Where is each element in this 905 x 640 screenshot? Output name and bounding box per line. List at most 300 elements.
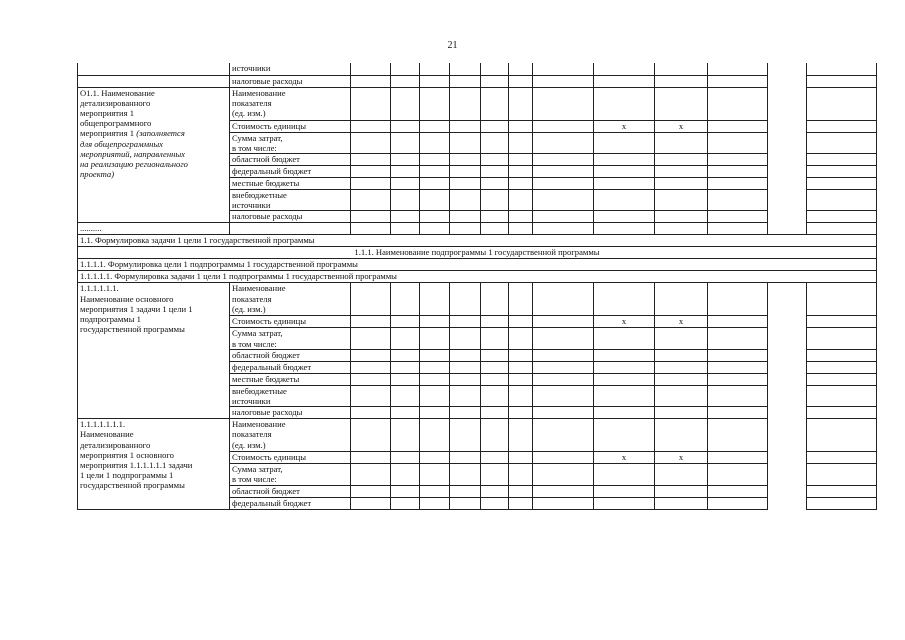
data-cell xyxy=(420,177,450,189)
data-cell xyxy=(391,223,420,235)
data-cell xyxy=(450,464,481,485)
data-cell xyxy=(533,464,594,485)
data-cell xyxy=(509,211,533,223)
data-cell xyxy=(481,328,509,349)
data-cell xyxy=(807,452,877,464)
data-cell xyxy=(391,316,420,328)
event-name-cell xyxy=(78,87,230,223)
data-cell xyxy=(420,283,450,316)
data-cell xyxy=(708,349,768,361)
data-cell xyxy=(420,385,450,406)
data-cell xyxy=(594,75,655,87)
data-cell xyxy=(481,407,509,419)
data-cell xyxy=(351,75,391,87)
data-cell xyxy=(509,407,533,419)
x-mark: x xyxy=(655,120,708,132)
event-row-spacer xyxy=(768,211,807,223)
data-cell xyxy=(450,165,481,177)
data-cell xyxy=(533,373,594,385)
data-cell xyxy=(351,283,391,316)
data-cell xyxy=(351,373,391,385)
data-cell xyxy=(420,87,450,120)
data-cell xyxy=(481,165,509,177)
data-cell xyxy=(450,373,481,385)
event-row-spacer xyxy=(768,283,807,316)
indicator-label: местные бюджеты xyxy=(230,177,351,189)
event-row-spacer xyxy=(768,316,807,328)
data-cell xyxy=(807,497,877,509)
event-name-cell: 1.1.1.1.1.1. Наименование основного мероприятия 1 задачи 1 цели 1 подпрограммы 1 государственной программы xyxy=(78,283,230,419)
data-cell xyxy=(450,223,481,235)
data-cell xyxy=(708,63,768,75)
data-cell xyxy=(351,497,391,509)
data-cell xyxy=(533,165,594,177)
data-cell xyxy=(420,75,450,87)
data-cell xyxy=(807,153,877,165)
data-cell xyxy=(481,132,509,153)
data-cell xyxy=(655,349,708,361)
data-cell xyxy=(807,349,877,361)
data-cell xyxy=(655,385,708,406)
data-cell xyxy=(708,385,768,406)
data-cell xyxy=(708,132,768,153)
data-cell xyxy=(509,452,533,464)
data-cell xyxy=(481,283,509,316)
data-cell xyxy=(655,361,708,373)
data-cell xyxy=(708,464,768,485)
data-cell xyxy=(807,189,877,210)
data-cell xyxy=(708,120,768,132)
data-cell xyxy=(509,497,533,509)
data-cell xyxy=(807,211,877,223)
data-cell xyxy=(450,87,481,120)
data-cell xyxy=(807,177,877,189)
indicator-label: областной бюджет xyxy=(230,485,351,497)
data-cell xyxy=(509,419,533,452)
data-cell xyxy=(708,407,768,419)
data-cell xyxy=(533,87,594,120)
data-cell xyxy=(594,132,655,153)
data-cell xyxy=(509,132,533,153)
data-cell xyxy=(509,87,533,120)
data-cell xyxy=(391,373,420,385)
event-row-spacer xyxy=(768,153,807,165)
data-cell xyxy=(708,223,768,235)
event-row-spacer xyxy=(768,189,807,210)
data-cell xyxy=(420,464,450,485)
data-cell xyxy=(391,177,420,189)
data-cell xyxy=(420,361,450,373)
data-cell xyxy=(708,165,768,177)
data-cell xyxy=(450,283,481,316)
data-cell xyxy=(450,328,481,349)
data-cell xyxy=(807,132,877,153)
indicator-label: внебюджетные источники xyxy=(230,385,351,406)
table-row xyxy=(78,259,877,271)
data-cell xyxy=(420,316,450,328)
data-cell xyxy=(708,75,768,87)
table-row xyxy=(78,235,877,247)
indicator-label: Наименование показателя (ед. изм.) xyxy=(230,419,351,452)
data-cell xyxy=(533,407,594,419)
ellipsis-row-spacer xyxy=(768,223,807,235)
data-cell xyxy=(533,328,594,349)
data-cell xyxy=(450,189,481,210)
data-cell xyxy=(594,153,655,165)
data-cell xyxy=(420,497,450,509)
data-cell xyxy=(807,464,877,485)
data-cell xyxy=(391,87,420,120)
data-cell xyxy=(481,385,509,406)
data-cell xyxy=(533,132,594,153)
data-cell xyxy=(450,419,481,452)
data-cell xyxy=(533,75,594,87)
indicator-label: налоговые расходы xyxy=(230,407,351,419)
indicator-label: Наименование показателя (ед. изм.) xyxy=(230,283,351,316)
data-cell xyxy=(481,153,509,165)
data-cell xyxy=(509,223,533,235)
event-row-spacer xyxy=(768,165,807,177)
data-cell xyxy=(807,223,877,235)
event-row-spacer xyxy=(768,385,807,406)
data-cell xyxy=(807,419,877,452)
data-cell xyxy=(391,120,420,132)
data-cell xyxy=(351,485,391,497)
data-cell xyxy=(420,407,450,419)
data-cell xyxy=(420,328,450,349)
data-cell xyxy=(450,361,481,373)
data-cell xyxy=(533,385,594,406)
data-cell xyxy=(420,452,450,464)
data-cell xyxy=(655,177,708,189)
data-cell xyxy=(509,177,533,189)
data-cell xyxy=(708,373,768,385)
indicator-label: областной бюджет xyxy=(230,153,351,165)
indicator-label: федеральный бюджет xyxy=(230,497,351,509)
indicator-label: налоговые расходы xyxy=(230,211,351,223)
data-cell xyxy=(481,120,509,132)
data-cell xyxy=(533,120,594,132)
data-cell xyxy=(450,75,481,87)
indicator-label: Сумма затрат, в том числе: xyxy=(230,464,351,485)
data-cell xyxy=(509,328,533,349)
data-cell xyxy=(351,211,391,223)
data-cell xyxy=(533,485,594,497)
indicator-label: Сумма затрат, в том числе: xyxy=(230,328,351,349)
data-cell xyxy=(450,177,481,189)
data-cell xyxy=(655,75,708,87)
data-cell xyxy=(351,189,391,210)
indicator-label: внебюджетные источники xyxy=(230,189,351,210)
table-row xyxy=(78,247,877,259)
data-cell xyxy=(509,349,533,361)
indicator-label: Сумма затрат, в том числе: xyxy=(230,132,351,153)
data-cell xyxy=(420,165,450,177)
data-cell xyxy=(391,189,420,210)
data-cell xyxy=(533,316,594,328)
data-cell xyxy=(807,165,877,177)
data-cell xyxy=(351,223,391,235)
data-cell xyxy=(391,464,420,485)
event-row-spacer xyxy=(768,485,807,497)
data-cell xyxy=(391,283,420,316)
data-cell xyxy=(351,361,391,373)
data-cell xyxy=(807,485,877,497)
data-cell xyxy=(420,153,450,165)
data-cell xyxy=(481,223,509,235)
data-cell xyxy=(533,63,594,75)
data-cell xyxy=(533,497,594,509)
data-cell xyxy=(708,283,768,316)
data-cell xyxy=(509,75,533,87)
data-cell xyxy=(450,132,481,153)
indicator-label xyxy=(230,223,351,235)
data-cell xyxy=(533,153,594,165)
data-cell xyxy=(391,211,420,223)
data-cell xyxy=(420,349,450,361)
data-cell xyxy=(420,132,450,153)
data-cell xyxy=(533,361,594,373)
data-cell xyxy=(420,120,450,132)
data-cell xyxy=(450,153,481,165)
indicator-label: федеральный бюджет xyxy=(230,361,351,373)
indicator-label: местные бюджеты xyxy=(230,373,351,385)
event-row-spacer xyxy=(768,120,807,132)
data-cell xyxy=(351,153,391,165)
data-cell xyxy=(481,361,509,373)
data-cell xyxy=(594,485,655,497)
data-cell xyxy=(807,120,877,132)
data-cell xyxy=(351,349,391,361)
data-cell xyxy=(594,211,655,223)
event-row-spacer xyxy=(768,328,807,349)
data-cell xyxy=(391,452,420,464)
data-cell xyxy=(533,177,594,189)
table-row xyxy=(78,75,877,87)
data-cell xyxy=(533,223,594,235)
data-cell xyxy=(420,373,450,385)
data-cell xyxy=(655,63,708,75)
data-cell xyxy=(594,361,655,373)
data-cell xyxy=(509,361,533,373)
data-cell xyxy=(533,211,594,223)
data-cell xyxy=(655,497,708,509)
data-cell xyxy=(509,385,533,406)
data-cell xyxy=(655,419,708,452)
table-row xyxy=(78,87,877,120)
continuation-name-cell xyxy=(78,75,230,87)
data-cell xyxy=(450,497,481,509)
event-row-spacer xyxy=(768,177,807,189)
data-cell xyxy=(420,211,450,223)
indicator-label: федеральный бюджет xyxy=(230,165,351,177)
event-row-spacer xyxy=(768,361,807,373)
data-cell xyxy=(391,349,420,361)
event-name: О1.1. Наименование детализированного мероприятия 1 общепрограммного мероприятия 1 xyxy=(80,87,155,139)
data-cell xyxy=(594,87,655,120)
page-number: 21 xyxy=(447,40,458,51)
data-cell xyxy=(708,328,768,349)
event-row-spacer xyxy=(768,419,807,452)
x-mark: x xyxy=(655,452,708,464)
data-cell xyxy=(594,373,655,385)
data-cell xyxy=(807,316,877,328)
data-cell xyxy=(481,497,509,509)
data-cell xyxy=(351,316,391,328)
data-cell xyxy=(807,75,877,87)
data-cell xyxy=(481,63,509,75)
data-cell xyxy=(807,87,877,120)
data-cell xyxy=(708,316,768,328)
data-cell xyxy=(391,419,420,452)
data-cell xyxy=(509,373,533,385)
data-cell xyxy=(391,361,420,373)
indicator-label: налоговые расходы xyxy=(230,75,351,87)
data-cell xyxy=(708,452,768,464)
data-cell xyxy=(450,316,481,328)
data-cell xyxy=(391,497,420,509)
data-cell xyxy=(655,165,708,177)
data-cell xyxy=(481,373,509,385)
continuation-name-cell xyxy=(78,63,230,75)
data-cell xyxy=(450,485,481,497)
data-cell xyxy=(351,385,391,406)
event-row-spacer xyxy=(768,132,807,153)
continuation-row-spacer xyxy=(768,75,807,87)
data-cell xyxy=(509,464,533,485)
data-cell xyxy=(391,165,420,177)
data-cell xyxy=(533,419,594,452)
indicator-label: Стоимость единицы xyxy=(230,316,351,328)
data-cell xyxy=(594,223,655,235)
data-cell xyxy=(351,63,391,75)
data-cell xyxy=(594,63,655,75)
data-cell xyxy=(481,464,509,485)
data-cell xyxy=(351,452,391,464)
data-cell xyxy=(391,485,420,497)
data-cell xyxy=(420,223,450,235)
data-cell xyxy=(533,452,594,464)
data-cell xyxy=(351,87,391,120)
data-cell xyxy=(391,75,420,87)
data-cell xyxy=(450,385,481,406)
data-cell xyxy=(708,211,768,223)
data-cell xyxy=(655,328,708,349)
data-cell xyxy=(481,349,509,361)
data-cell xyxy=(594,283,655,316)
event-row-spacer xyxy=(768,373,807,385)
data-cell xyxy=(481,177,509,189)
data-cell xyxy=(708,153,768,165)
data-cell xyxy=(655,407,708,419)
data-cell xyxy=(351,120,391,132)
data-cell xyxy=(391,407,420,419)
data-cell xyxy=(594,177,655,189)
data-cell xyxy=(351,419,391,452)
data-cell xyxy=(509,316,533,328)
data-cell xyxy=(708,419,768,452)
data-cell xyxy=(481,452,509,464)
data-cell xyxy=(420,189,450,210)
data-cell xyxy=(655,132,708,153)
table-row xyxy=(78,419,877,452)
program-table xyxy=(77,63,877,510)
data-cell xyxy=(351,165,391,177)
event-name-cell: 1.1.1.1.1.1.1. Наименование детализированного мероприятия 1 основного мероприятия 1.1.1.1.1.1 задачи 1 цели 1 подпрограммы 1 государственной программы xyxy=(78,419,230,509)
table-row xyxy=(78,283,877,316)
data-cell xyxy=(420,419,450,452)
heading-subprogram: 1.1.1. Наименование подпрограммы 1 государственной программы xyxy=(78,247,877,259)
heading-task: 1.1. Формулировка задачи 1 цели 1 государственной программы xyxy=(78,235,877,247)
data-cell xyxy=(807,385,877,406)
indicator-label: Стоимость единицы xyxy=(230,452,351,464)
data-cell xyxy=(655,211,708,223)
table-row xyxy=(78,271,877,283)
data-cell xyxy=(450,349,481,361)
continuation-row-spacer xyxy=(768,63,807,75)
event-row-spacer xyxy=(768,407,807,419)
x-mark: x xyxy=(594,120,655,132)
data-cell xyxy=(533,283,594,316)
data-cell xyxy=(351,464,391,485)
data-cell xyxy=(481,75,509,87)
data-cell xyxy=(807,361,877,373)
data-cell xyxy=(655,464,708,485)
data-cell xyxy=(351,407,391,419)
data-cell xyxy=(509,165,533,177)
data-cell xyxy=(708,497,768,509)
data-cell xyxy=(708,189,768,210)
table-row xyxy=(78,63,877,75)
data-cell xyxy=(594,189,655,210)
data-cell xyxy=(450,407,481,419)
indicator-label: Наименование показателя (ед. изм.) xyxy=(230,87,351,120)
data-cell xyxy=(807,63,877,75)
heading-subtask: 1.1.1.1.1. Формулировка задачи 1 цели 1 подпрограммы 1 государственной программы xyxy=(78,271,877,283)
data-cell xyxy=(450,63,481,75)
x-mark: x xyxy=(594,316,655,328)
data-cell xyxy=(655,373,708,385)
data-cell xyxy=(594,407,655,419)
data-cell xyxy=(450,452,481,464)
data-cell xyxy=(594,464,655,485)
event-row-spacer xyxy=(768,87,807,120)
data-cell xyxy=(351,132,391,153)
data-cell xyxy=(391,153,420,165)
data-cell xyxy=(391,132,420,153)
data-cell xyxy=(391,385,420,406)
data-cell xyxy=(509,485,533,497)
data-cell xyxy=(509,153,533,165)
data-cell xyxy=(481,211,509,223)
data-cell xyxy=(450,120,481,132)
data-cell xyxy=(509,120,533,132)
data-cell xyxy=(807,328,877,349)
data-cell xyxy=(594,385,655,406)
data-cell xyxy=(807,283,877,316)
data-cell xyxy=(420,485,450,497)
data-cell xyxy=(391,63,420,75)
data-cell xyxy=(533,349,594,361)
data-cell xyxy=(351,177,391,189)
data-cell xyxy=(509,63,533,75)
event-row-spacer xyxy=(768,464,807,485)
data-cell xyxy=(708,361,768,373)
data-cell xyxy=(594,497,655,509)
data-cell xyxy=(481,419,509,452)
data-cell xyxy=(594,419,655,452)
data-cell xyxy=(351,328,391,349)
